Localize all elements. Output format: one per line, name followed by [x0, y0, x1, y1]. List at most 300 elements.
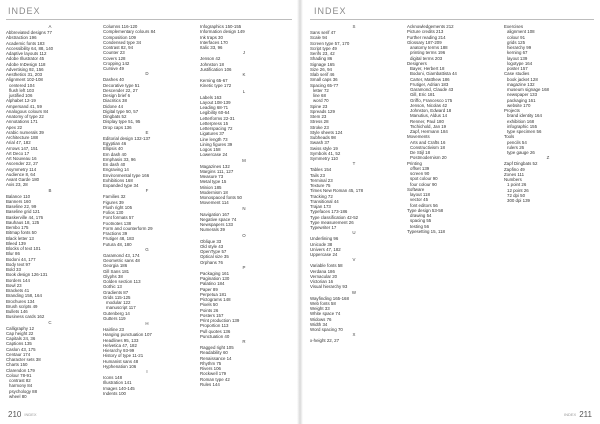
index-entry: Print production 139	[200, 318, 240, 323]
index-entry: pencils 54	[507, 139, 527, 145]
index-letter-heading: W	[351, 289, 357, 295]
index-entry: offset 139	[410, 165, 430, 171]
index-entry: book jacket 128	[507, 76, 538, 82]
index-entry: Labels 163	[200, 94, 222, 100]
index-entry: 72 dpi 50	[507, 192, 526, 198]
index-entry: justified 106	[9, 93, 33, 98]
index-entry: Balance 110	[6, 193, 31, 199]
index-column-1	[6, 24, 94, 404]
index-entry: Audience 8, 64	[6, 171, 36, 177]
index-entry: Designers	[407, 60, 427, 66]
index-entry: Hierarchy 93-99	[103, 348, 135, 353]
index-entry: Information design 149	[200, 29, 245, 35]
index-entry: anatomy terms 188	[410, 45, 448, 50]
index-entry: Rules 144	[200, 381, 220, 387]
index-entry: Gutenberg 14	[103, 310, 130, 316]
index-entry: Stem 23	[310, 114, 327, 119]
index-entry: Ascender 22, 27	[6, 161, 38, 167]
index-entry: 12 point 26	[507, 187, 529, 193]
index-letter-heading: B	[48, 187, 52, 193]
index-entry: website 170	[507, 102, 531, 108]
index-entry: Indents 100	[103, 390, 126, 396]
index-entry: testing 56	[410, 223, 430, 229]
index-entry: contrast 82	[9, 378, 31, 383]
index-entry: Justification 106	[200, 66, 232, 72]
index-entry: Exhibitions 168	[103, 177, 133, 183]
index-entry: Borders 144	[6, 277, 30, 283]
index-entry: Underlining 96	[310, 236, 339, 242]
index-entry: Captions 135	[6, 341, 32, 347]
index-entry: Lowercase 24	[200, 152, 228, 158]
index-entry: Software	[407, 186, 425, 192]
index-entry: Trajan 173	[310, 204, 331, 209]
index-entry: Victorian 16	[310, 279, 334, 284]
index-entry: Monospaced fonts 50	[200, 195, 242, 200]
index-entry: Adobe Illustrator 45	[6, 56, 45, 62]
index-entry: Subheads 98	[310, 135, 336, 140]
index-letter-heading: F	[145, 188, 149, 194]
index-entry: Decorative type 51	[103, 82, 140, 88]
index-entry: Punctuation 40	[200, 333, 230, 339]
index-entry: 1 point 26	[507, 182, 527, 188]
index-entry: Abbreviated designs 77	[6, 30, 52, 35]
index-entry: Web fonts 58	[310, 300, 336, 306]
index-entry: Typewriter 17	[310, 225, 337, 230]
index-entry: Script type 49	[310, 45, 337, 51]
index-letter-heading: X	[352, 332, 356, 338]
index-entry: museum signage 168	[507, 87, 549, 92]
index-entry: exhibition 168	[507, 118, 535, 124]
index-entry: kerning 67	[507, 50, 528, 56]
index-entry: Bullets 146	[6, 309, 28, 314]
index-entry: Clarendon 179	[6, 367, 35, 373]
index-entry: Swash 37	[310, 140, 330, 146]
index-entry: Zapf Dingbats 52	[504, 161, 538, 167]
index-entry: Frutiger 48, 183	[103, 236, 134, 242]
index-entry: Expanded type 34	[103, 183, 139, 188]
index-entry: Type design 53-58	[407, 207, 444, 213]
index-entry: Capitals 24, 36	[6, 336, 36, 341]
index-entry: Negative space 74	[200, 216, 237, 222]
index-entry: Covers 128	[103, 55, 126, 61]
index-entry: Infographics 150-155	[200, 24, 242, 29]
index-entry: Wayfinding 165-168	[310, 295, 349, 301]
index-entry: Form and counterform 29	[103, 225, 153, 231]
index-entry: drawing 54	[410, 213, 432, 218]
index-entry: Rivers 106	[200, 366, 221, 371]
index-entry: modular 122	[106, 300, 131, 305]
index-entry: Asymmetry 114	[6, 166, 37, 172]
index-entry: Headlines 95, 133	[103, 337, 139, 343]
index-entry: Complementary colours 84	[103, 29, 156, 35]
index-entry: Word spacing 70	[310, 327, 343, 332]
index-entry: Pictograms 148	[200, 297, 231, 302]
index-letter-heading: O	[242, 232, 246, 238]
index-entry: colour 91	[507, 34, 526, 40]
index-entry: brand identity 164	[507, 113, 542, 119]
index-entry: grids 125	[507, 39, 526, 45]
index-entry: Sans serif 47	[310, 30, 336, 35]
index-entry: Egyptian 46	[103, 141, 127, 146]
index-entry: Paper 89	[200, 286, 218, 292]
index-letter-heading: A	[48, 24, 52, 29]
index-entry: Signage 165	[310, 61, 335, 67]
index-entry: Black letter 13	[6, 235, 34, 241]
index-entry: History of type 11-21	[103, 353, 144, 359]
index-entry: Environmental type 166	[103, 172, 150, 178]
index-entry: Ellipsis 40	[103, 146, 123, 152]
index-entry: Ampersand 41, 59	[6, 103, 42, 109]
index-entry: Numerals 39	[200, 227, 225, 233]
index-entry: Further reading 214	[407, 34, 446, 40]
index-entry: Symbols 41, 52	[310, 150, 341, 156]
index-entry: Tschichold, Jan 19	[410, 123, 447, 129]
index-letter-heading: I	[146, 369, 148, 374]
index-entry: Gradients 87	[103, 289, 129, 295]
index-entry: Font formats 57	[103, 215, 134, 221]
index-entry: Families 32	[103, 194, 126, 200]
index-entry: Dingbats 52	[103, 114, 127, 119]
index-entry: Italic 33, 96	[200, 45, 223, 50]
index-entry: Garamond, Claude 43	[410, 87, 454, 92]
index-entry: Size 26, 94	[310, 66, 332, 72]
index-entry: Emphasis 33, 96	[103, 156, 136, 162]
index-entry: digital terms 203	[410, 55, 443, 61]
index-entry: Unicode 38	[310, 241, 333, 247]
index-entry: harmony 84	[9, 383, 33, 389]
index-entry: Jenson 42	[200, 56, 221, 62]
index-entry: Kerning 65-67	[200, 78, 228, 83]
index-entry: Swiss style 19	[310, 145, 338, 151]
index-entry: Optical size 35	[200, 254, 229, 260]
index-entry: printing terms 196	[410, 50, 446, 56]
index-entry: Transitional 44	[310, 198, 339, 204]
index-entry: Axis 23, 28	[6, 182, 28, 188]
index-entry: Analogous colours 84	[6, 108, 49, 114]
index-entry: Magazines 132	[200, 163, 230, 169]
index-entry: Diacritics 38	[103, 98, 127, 104]
index-entry: OpenType 57	[200, 249, 227, 254]
index-letter-heading: U	[352, 230, 356, 236]
index-entry: Frutiger, Adrian 183	[410, 81, 449, 87]
index-entry: Columns 116-120	[103, 24, 138, 29]
index-entry: Letterpress 15	[200, 120, 229, 126]
index-entry: Composition 109	[103, 34, 136, 40]
index-entry: Banners 160	[6, 198, 31, 204]
index-entry: Branding 158, 164	[6, 293, 42, 299]
index-letter-heading: N	[242, 205, 246, 211]
index-entry: Projects	[504, 108, 520, 113]
index-entry: Engraving 14	[103, 167, 129, 173]
index-entry: word 70	[313, 98, 329, 104]
index-entry: Futura 48, 180	[103, 241, 132, 247]
index-entry: Terminal 23	[310, 177, 333, 183]
index-column-3	[200, 24, 288, 404]
index-entry: x-height 22, 27	[310, 338, 340, 344]
index-entry: Typefaces 173-186	[310, 209, 348, 215]
index-entry: Fractions 39	[103, 231, 128, 236]
index-entry: Line length 73	[200, 136, 228, 142]
index-entry: Serifs 23, 42	[310, 51, 335, 56]
index-entry: Tails 23	[310, 172, 325, 178]
index-entry: 300 dpi 139	[507, 198, 530, 203]
index-entry: Tools	[504, 134, 515, 140]
index-entry: Contrast 82, 94	[103, 45, 134, 50]
page-number: 211	[579, 410, 592, 419]
index-entry: Avant Garde 180	[6, 177, 40, 182]
index-entry: Arial 47, 182	[6, 140, 31, 146]
index-entry: Character sets 38	[6, 357, 41, 362]
index-entry: Pull quotes 136	[200, 328, 231, 334]
index-entry: Architecture 188	[6, 135, 38, 140]
index-entry: Bodoni, Giambattista 44	[410, 71, 457, 77]
index-entry: Navigation 167	[200, 211, 230, 217]
page-folio	[8, 410, 40, 419]
index-entry: newspaper 133	[507, 92, 538, 98]
index-letter-heading: G	[145, 246, 149, 252]
index-letter-heading: V	[352, 257, 356, 263]
index-entry: Design brief 6	[103, 93, 131, 98]
index-entry: infographic 155	[507, 123, 538, 129]
index-entry: Bitmap fonts 50	[6, 230, 37, 236]
index-entry: Zapf, Hermann 184	[410, 129, 448, 134]
index-entry: Numbers	[504, 177, 522, 182]
index-entry: Case studies	[504, 71, 530, 77]
index-entry: Verdana 186	[310, 268, 335, 274]
index-entry: Modernism 18	[200, 189, 228, 195]
index-entry: Leading 68-71	[200, 105, 229, 110]
index-entry: Tables 154	[310, 167, 332, 173]
index-entry: Packaging 161	[200, 270, 230, 276]
index-entry: Arrows 147, 151	[6, 145, 38, 151]
index-entry: Glyphs 38	[103, 273, 123, 279]
index-entry: Times New Roman 45, 178	[310, 188, 364, 194]
index-entry: Width 34	[310, 321, 328, 327]
index-entry: Kinetic type 172	[200, 83, 232, 89]
index-entry: Rockwell 179	[200, 371, 227, 377]
index-entry: Brochures 134	[6, 298, 35, 304]
index-entry: Zones 111	[504, 171, 525, 177]
index-entry: Anatomy of type 22	[6, 114, 44, 119]
index-entry: logotype 164	[507, 60, 533, 66]
index-entry: Em dash 40	[103, 151, 127, 157]
index-entry: Movement 114	[200, 200, 229, 206]
index-entry: Newspapers 133	[200, 222, 233, 227]
index-entry: Ligatures 37	[200, 131, 225, 137]
index-entry: Abstraction 196	[6, 35, 37, 41]
index-entry: Flush right 105	[103, 204, 133, 210]
index-column-1	[310, 24, 398, 404]
index-entry: Brackets 41	[6, 288, 30, 293]
index-entry: Dashes 40	[103, 77, 124, 83]
index-entry: Helvetica 47, 182	[103, 342, 137, 348]
index-entry: type gauge 26	[507, 150, 535, 155]
index-entry: Spreads 129	[310, 108, 335, 114]
index-entry: Gill Sans 181	[103, 268, 130, 274]
index-letter-heading: H	[145, 321, 149, 326]
index-entry: Gill, Eric 181	[410, 92, 435, 98]
index-entry: Baskerville 44, 176	[6, 214, 44, 220]
index-entry: Gothic 13	[103, 284, 122, 290]
index-entry: Uppercase 24	[310, 252, 338, 257]
index-entry: Editorial design 132-137	[103, 135, 151, 141]
index-entry: Folios 130	[103, 210, 124, 215]
index-entry: layout 118	[410, 192, 430, 197]
index-entry: Blocks of text 101	[6, 246, 41, 251]
section-label: INDEX	[564, 412, 577, 418]
index-entry: Lining figures 39	[200, 141, 233, 147]
index-entry: Slab serif 46	[310, 72, 335, 77]
index-entry: Didone 44	[103, 103, 124, 109]
index-entry: Baseline grid 121	[6, 209, 40, 215]
index-entry: Ragged right 105	[200, 345, 234, 350]
index-entry: Proportion 113	[200, 323, 229, 329]
index-entry: Ink traps 30	[200, 34, 223, 40]
index-entry: Acknowledgements 212	[407, 24, 454, 29]
index-entry: centered 104	[9, 82, 35, 88]
index-entry: White space 74	[310, 311, 341, 317]
index-entry: Grids 115-125	[103, 294, 131, 300]
index-entry: Movements	[407, 134, 430, 140]
index-entry: Art Deco 17	[6, 150, 30, 156]
index-entry: rulers 26	[507, 144, 525, 150]
index-entry: Posters 157	[200, 312, 224, 318]
index-entry: Orphans 76	[200, 259, 223, 265]
page-folio	[561, 410, 592, 419]
index-letter-heading: J	[242, 50, 246, 56]
index-entry: Bembo 175	[6, 225, 29, 230]
index-entry: Johnston 18	[200, 61, 224, 67]
index-entry: Pixels 50	[200, 302, 218, 308]
index-entry: letter 72	[313, 87, 329, 93]
index-entry: Glossary 187-209	[407, 39, 442, 45]
index-entry: poster 157	[507, 66, 528, 71]
index-entry: Bauhaus 18, 125	[6, 219, 40, 225]
index-entry: Business cards 162	[6, 314, 45, 320]
index-entry: Caslon 43, 175	[6, 346, 36, 352]
index-entry: Shading 86	[310, 56, 333, 62]
index-entry: Humanist sans 48	[103, 358, 139, 364]
index-entry: Texture 75	[310, 183, 331, 188]
index-entry: Illustration 141	[103, 380, 132, 386]
index-entry: Carter, Matthew 186	[410, 76, 450, 82]
index-entry: Charts 150	[6, 362, 28, 368]
index-entry: Roman type 42	[200, 376, 230, 382]
index-entry: Readability 60	[200, 350, 228, 356]
index-entry: Cropping 142	[103, 60, 130, 66]
index-letter-heading: Z	[546, 155, 550, 161]
index-entry: spacing 55	[410, 218, 432, 224]
index-entry: Interfaces 170	[200, 39, 228, 45]
index-letter-heading: M	[242, 157, 246, 163]
index-entry: Apex 22	[6, 124, 23, 130]
index-entry: Vernacular 20	[310, 273, 338, 279]
index-entry: Zapfino 49	[504, 166, 525, 172]
index-entry: Stroke 23	[310, 124, 329, 130]
index-entry: Drop caps 136	[103, 124, 132, 130]
index-entry: Palatino 184	[200, 281, 225, 287]
index-entry: Hanging punctuation 107	[103, 332, 152, 338]
index-letter-heading: D	[145, 71, 149, 77]
index-entry: Hyphenation 106	[103, 363, 137, 369]
index-entry: Spacing 65-77	[310, 82, 339, 88]
index-letter-heading: T	[352, 161, 356, 167]
index-letter-heading: S	[352, 24, 356, 29]
index-entry: Aesthetics 31, 203	[6, 72, 43, 77]
index-entry: font editors 56	[410, 202, 438, 208]
index-entry: Cursive 49	[103, 66, 124, 71]
index-entry: Letterforms 22-31	[200, 115, 235, 121]
index-entry: Exercises	[504, 24, 524, 29]
index-entry: En dash 40	[103, 162, 126, 167]
index-entry: Descender 22, 27	[103, 87, 138, 93]
index-entry: Advertising 92, 156	[6, 66, 44, 72]
index-entry: Blur 86	[6, 251, 20, 257]
index-entry: Renner, Paul 180	[410, 118, 444, 124]
index-entry: Alphabet 12-19	[6, 98, 36, 104]
index-entry: packaging 161	[507, 97, 536, 103]
index-entry: Bodoni 44, 177	[6, 256, 36, 262]
index-entry: Bowl 23	[6, 282, 22, 288]
index-entry: wheel 80	[9, 393, 27, 399]
index-entry: Figures 39	[103, 199, 124, 205]
page-title: INDEX	[8, 6, 41, 16]
index-entry: Legibility 60-64	[200, 110, 230, 116]
index-entry: Minion 185	[200, 184, 222, 190]
index-entry: Griffo, Francesco 175	[410, 97, 453, 103]
index-entry: Icons 148	[103, 375, 123, 380]
index-entry: Georgia 186	[103, 263, 128, 269]
index-entry: Letterspacing 72	[200, 126, 233, 131]
index-entry: Accessibility 64, 88, 140	[6, 45, 54, 51]
index-entry: manuscript 117	[106, 305, 136, 311]
index-entry: Digital type 50, 57	[103, 108, 139, 114]
index-entry: Geometric sans 48	[103, 258, 140, 263]
index-entry: Colour 78-91	[6, 372, 32, 378]
index-entry: Renaissance 14	[200, 355, 232, 361]
index-entry: Manutius, Aldus 14	[410, 113, 448, 119]
index-entry: Academic fonts 183	[6, 40, 45, 46]
index-entry: Garamond 43, 174	[103, 252, 140, 258]
index-entry: Rhythm 75	[200, 360, 222, 366]
index-entry: Hairline 23	[103, 327, 124, 332]
index-entry: Symmetry 110	[310, 156, 338, 161]
index-entry: Art Nouveau 16	[6, 156, 37, 161]
index-entry: Weight 33	[310, 306, 330, 311]
index-entry: Type measurement 26	[310, 219, 354, 225]
index-entry: type specimen 56	[507, 129, 542, 134]
index-entry: Bold 33	[6, 267, 21, 272]
index-letter-heading: E	[145, 129, 149, 135]
index-entry: Tracking 72	[310, 193, 333, 199]
index-entry: Baseline 22, 99	[6, 204, 37, 209]
title-rule	[6, 19, 292, 20]
index-entry: Alignment 102-108	[6, 77, 43, 83]
index-entry: Variable fonts 58	[310, 263, 343, 269]
index-entry: Measure 73	[200, 174, 224, 179]
index-entry: Type classification 42-52	[310, 214, 359, 220]
index-entry: Picture credits 213	[407, 29, 444, 35]
index-letter-heading: P	[242, 264, 246, 270]
index-entry: Screen type 57, 170	[310, 40, 350, 46]
index-entry: screen 90	[410, 171, 430, 176]
index-entry: hierarchy 99	[507, 45, 532, 50]
index-entry: Calligraphy 12	[6, 325, 35, 331]
index-entry: Brush scripts 49	[6, 303, 38, 309]
index-entry: vector 45	[410, 197, 429, 203]
index-entry: Adaptive layouts 112	[6, 51, 47, 56]
index-entry: Johnston, Edward 18	[410, 108, 452, 113]
